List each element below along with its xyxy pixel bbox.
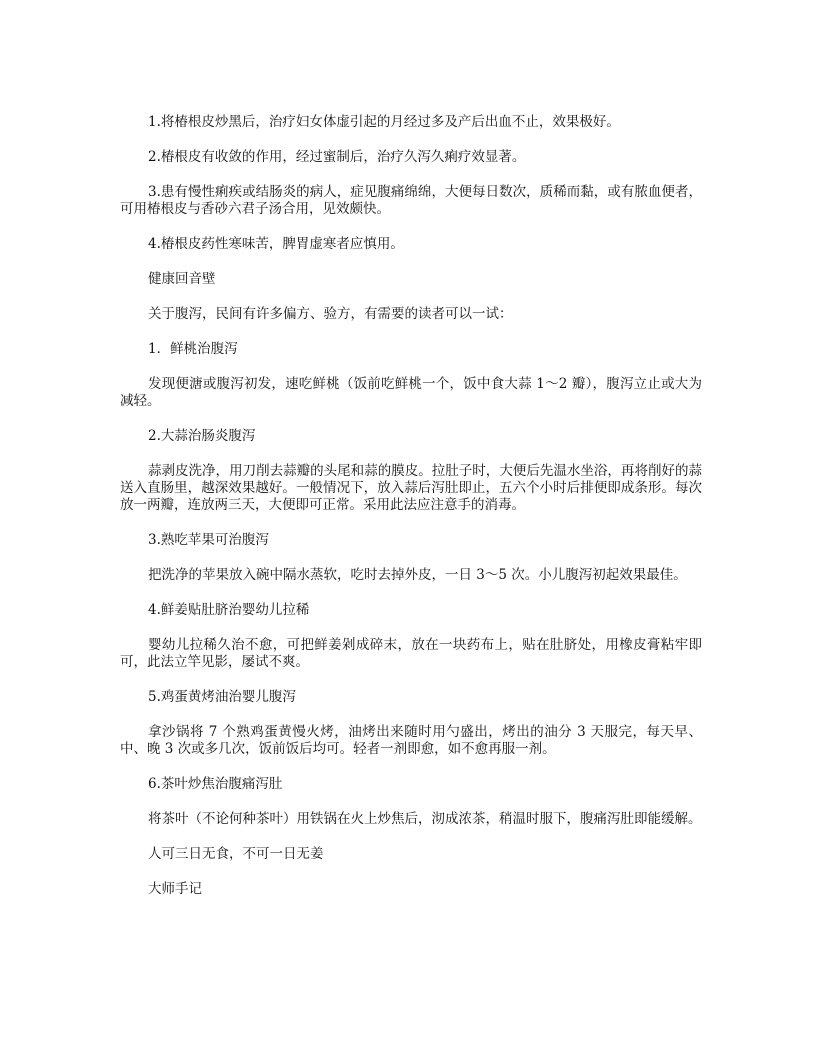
item-heading: 3.熟吃苹果可治腹泻 <box>148 532 269 548</box>
paragraph: 把洗净的苹果放入碗中隔水蒸软，吃时去掉外皮，一日 3～5 次。小儿腹泻初起效果最佳。 <box>148 567 687 583</box>
item-heading: 4.鲜姜贴肚脐治婴幼儿拉稀 <box>148 602 310 618</box>
section-heading: 人可三日无食，不可一日无姜 <box>148 846 324 862</box>
paragraph: 1.将椿根皮炒黑后，治疗妇女体虚引起的月经过多及产后出血不止，效果极好。 <box>148 114 620 130</box>
paragraph: 3.患有慢性痢疾或结肠炎的病人，症见腹痛绵绵，大便每日数次，质稀而黏，或有脓血便者，可用椿根皮与香砂六君子汤合用，见效颇快。 <box>120 184 702 217</box>
paragraph: 拿沙锅将 7 个熟鸡蛋黄慢火烤，油烤出来随时用勺盛出，烤出的油分 3 天服完，每天早、中、晚 3 次或多几次，饭前饭后均可。轻者一剂即愈，如不愈再服一剂。 <box>120 724 702 757</box>
paragraph: 4.椿根皮药性寒味苦，脾胃虚寒者应慎用。 <box>148 236 404 252</box>
item-heading: 1．鲜桃治腹泻 <box>148 341 238 357</box>
paragraph: 婴幼儿拉稀久治不愈，可把鲜姜剁成碎末，放在一块药布上，贴在肚脐处，用橡皮膏粘牢即可，此法立竿见影，屡试不爽。 <box>120 637 702 670</box>
section-heading: 健康回音壁 <box>148 271 216 287</box>
item-heading: 5.鸡蛋黄烤油治婴儿腹泻 <box>148 689 296 705</box>
paragraph: 2.椿根皮有收敛的作用，经过蜜制后，治疗久泻久痢疗效显著。 <box>148 149 526 165</box>
item-heading: 2.大蒜治肠炎腹泻 <box>148 428 256 444</box>
paragraph: 关于腹泻，民间有许多偏方、验方，有需要的读者可以一试： <box>148 306 513 322</box>
paragraph: 蒜剥皮洗净，用刀削去蒜瓣的头尾和蒜的膜皮。拉肚子时，大便后先温水坐浴，再将削好的蒜送入直肠里，越深效果越好。一般情况下，放入蒜后泻肚即止，五六个小时后排便即成条形。每次放一两瓣，连放两三天，大便即可正常。采用此法应注意手的消毒。 <box>120 463 702 513</box>
section-heading: 大师手记 <box>148 881 202 897</box>
paragraph: 将茶叶（不论何种茶叶）用铁锅在火上炒焦后，沏成浓茶，稍温时服下，腹痛泻肚即能缓解。 <box>148 811 702 827</box>
document-page <box>120 114 702 916</box>
item-heading: 6.茶叶炒焦治腹痛泻肚 <box>148 776 283 792</box>
paragraph: 发现便溏或腹泻初发，速吃鲜桃（饭前吃鲜桃一个，饭中食大蒜 1～2 瓣），腹泻立止或大为减轻。 <box>120 376 702 409</box>
